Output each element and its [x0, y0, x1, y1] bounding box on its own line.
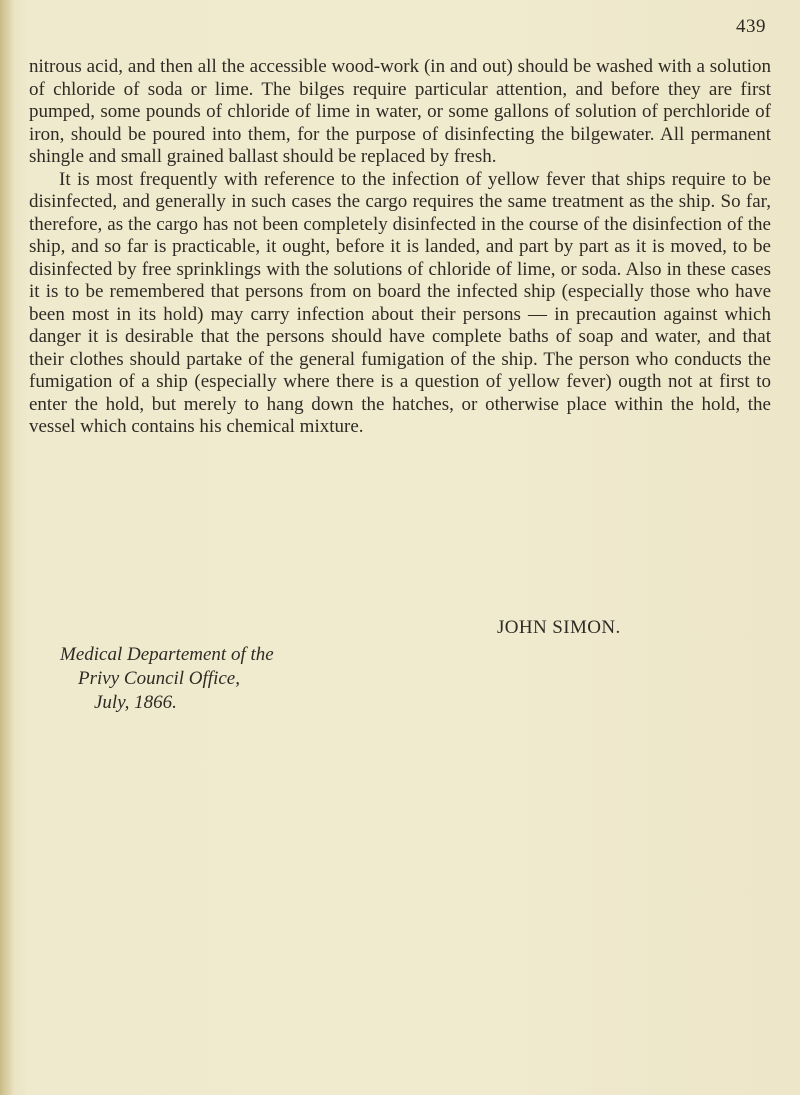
body-text: [29, 56, 771, 439]
office-line-2: Privy Council Office,: [78, 668, 240, 689]
office-date: July, 1866.: [94, 692, 177, 713]
office-address: [60, 643, 274, 715]
paragraph-yellow-fever: It is most frequently with reference to the infection of yellow fever that ships require to be disinfected, and generally in such cases the cargo requires the same treatment as the ship. So far, therefore, as the cargo has not been completely disinfected in the course of the disinfection of the ship, and so far is practicable, it ought, before it is landed, and part by part as it is moved, to be disinfected by free sprinklings with the solutions of chloride of lime, or soda. Also in these cases it is to be remembered that persons from on board the infected ship (especially those who have been most in its hold) may carry infection about their persons — in precaution against which danger it is desirable that the persons should have complete baths of soap and water, and that their clothes should partake of the general fumigation of the ship. The person who conducts the fumigation of a ship (especially where there is a question of yellow fever) ougth not at first to enter the hold, but merely to hang down the hatches, or otherwise place within the hold, the vessel which contains his chemical mixture.: [29, 168, 771, 437]
office-line-1: Medical Departement of the: [60, 644, 274, 665]
page-binding-edge: [0, 0, 14, 1095]
signature: JOHN SIMON.: [497, 617, 621, 638]
page-number: 439: [736, 16, 766, 37]
paragraph-continuation: nitrous acid, and then all the accessible wood-work (in and out) should be washed with a solution of chloride of soda or lime. The bilges require particular attention, and before they are first pumped, some pounds of chloride of lime in water, or some gallons of solution of perchloride of iron, should be poured into them, for the purpose of disinfecting the bilgewater. All permanent shingle and small grained ballast should be replaced by fresh.: [29, 56, 771, 167]
